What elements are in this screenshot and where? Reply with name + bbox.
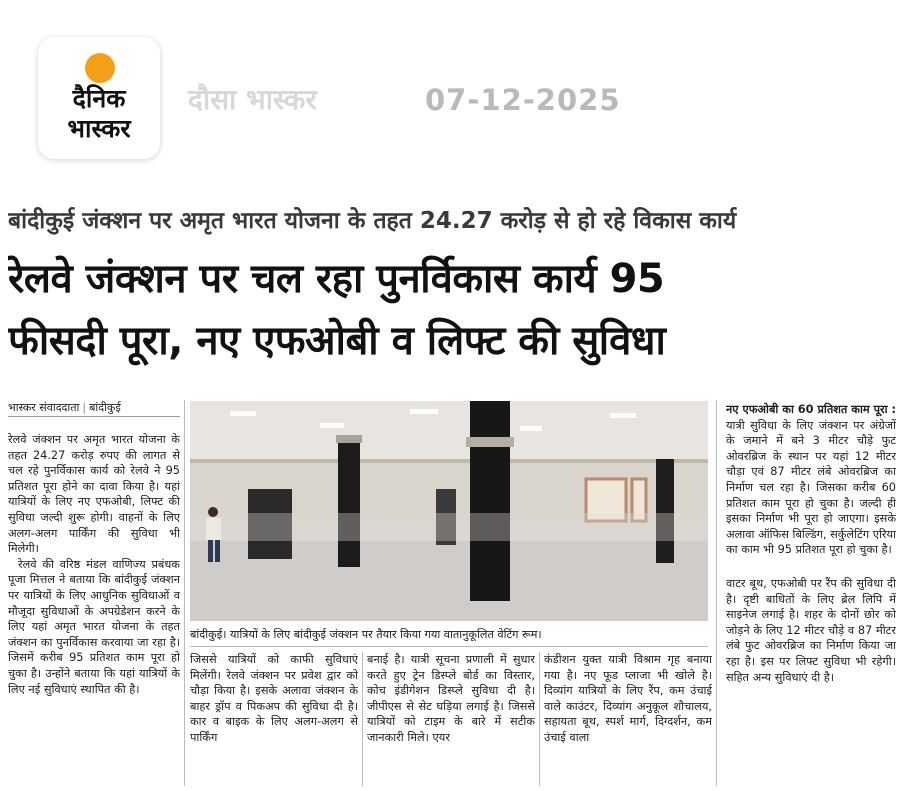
paragraph-4: बनाई है। यात्री सूचना प्रणाली में सुधार करते हुए ट्रेन डिस्प्ले बोर्ड का विस्तार, कोच इंडीगेशन डिस्प्ले सुविधा दी है। जीपीएस से सेट घड़िया लगाई है। जिससे यात्रियों को टाइम के बारे में सटीक जानकारी मिले। एयर [367,653,535,744]
paragraph-3: जिससे यात्रियों को काफी सुविधाएं मिलेंगी। रेलवे जंक्शन पर प्रवेश द्वार को चौड़ा किया है। इसके अलावा जंक्शन के बाहर ड्रॉप व पिकअप की सुविधा दी है। कार व बाइक के लिए अलग-अलग से पार्किंग [190,653,358,744]
column-divider [716,400,717,786]
paragraph-5: कंडीशन युक्त यात्री विश्राम गृह बनाया गया है। नए फूड प्लाजा भी खोले है। दिव्यांग यात्रियों के लिए रैंप, कम उंचाई वाले काउंटर, दिव्यांग अनुकूल शौचालय, सहायता बूथ, स्पर्श मार्ग, दिग्दर्शन, कम उंचाई वाला [544,653,712,744]
article-column-4 [544,652,712,786]
column-divider [184,400,185,786]
article-column-3 [367,652,535,786]
paragraph-1: रेलवे जंक्शन पर अमृत भारत योजना के तहत 24.27 करोड़ रुपए की लागत से चल रहे पुनर्विकास कार्य को रेलवे ने 95 प्रतिशत पूरा होने का दावा किया है। यहां यात्रियों के लिए नए एफओबी, लिफ्ट की सुविधा जल्दी शुरू होगी। वाहनों के लिए अलग-अलग पार्किंग की सुविधा भी मिलेगी। [8,433,180,556]
dainik-bhaskar-logo [38,37,160,159]
waiting-room-photo [190,401,708,621]
paragraph-6 [726,402,896,558]
fob-text: यात्री सुविधा के लिए जंक्शन पर अंग्रेजों के जमाने में बने 3 मीटर चौड़े फुट ओवरब्रिज के स्थान पर यहां 12 मीटर चौड़ा एवं 87 मीटर लंबे ओवरब्रिज का निर्माण चल रहा है। जिसका करीब 60 प्रतिशत काम पूरा हो चुका है। जल्दी ही इसका निर्माण भी पूरा हो जाएगा। इसके अलावा ऑफिस बिल्डिंग, सर्कुलेटिंग एरिया का काम भी 95 प्रतिशत पूरा हो चुका है। [726,418,896,557]
headline-line-2: फीसदी पूरा, नए एफओबी व लिफ्ट की सुविधा [8,318,666,364]
photo-caption: बांदीकुई। यात्रियों के लिए बांदीकुई जंक्शन पर तैयार किया गया वातानुकूलित वेटिंग रूम। [190,624,708,647]
article-column-1 [8,432,180,784]
logo-line-2: भास्कर [67,114,131,143]
article-headline [8,248,898,372]
logo-line-1: दैनिक [72,84,126,113]
waiting-room-illustration [190,401,708,621]
article-column-5 [726,402,896,786]
logo-sun-icon [85,53,115,83]
edition-date: 07-12-2025 [425,83,621,117]
article-column-2 [190,652,358,786]
headline-line-1: रेलवे जंक्शन पर चल रहा पुनर्विकास कार्य 95 [8,256,665,302]
byline-source: भास्कर संवाददाता [8,401,80,414]
byline-place: बांदीकुई [89,401,121,414]
fob-subhead: नए एफओबी का 60 प्रतिशत काम पूरा : [726,403,896,416]
edition-name: दौसा भास्कर [188,83,317,116]
column-divider [539,652,540,786]
byline: भास्कर संवाददाता | बांदीकुई [8,400,180,417]
masthead [0,0,902,195]
column-divider [362,652,363,786]
article-kicker: बांदीकुई जंक्शन पर अमृत भारत योजना के तहत 24.27 करोड़ से हो रहे विकास कार्य [8,208,737,234]
paragraph-7: वाटर बूथ, एफओबी पर रैंप की सुविधा दी है। दृष्टी बाधितों के लिए ब्रेल लिपि में साइनेज लगाई है। शहर के दोनों छोर को जोड़ने के लिए 12 मीटर चौड़े व 87 मीटर लंबे फुट ओवरब्रिज का निर्माण किया जा रहा है। इस पर लिफ्ट सुविधा भी रहेगी। सहित अन्य सुविधाएं दी है। [726,576,896,684]
paragraph-2: रेलवे की वरिष्ठ मंडल वाणिज्य प्रबंधक पूजा मित्तल ने बताया कि बांदीकुई जंक्शन पर यात्रियों के लिए आधुनिक सुविधाओं व मौजूदा सुविधाओं के अपग्रेडेशन करने के लिए यहां अमृत भारत योजना के तहत जंक्शन का पुनर्विकास करवाया जा रहा है। जिसमें करीब 95 प्रतिशत काम पूरा हो चुका है। उन्होंने बताया कि यहां यात्रियों के लिए नई सुविधाएं स्थापित की है। [8,557,180,696]
